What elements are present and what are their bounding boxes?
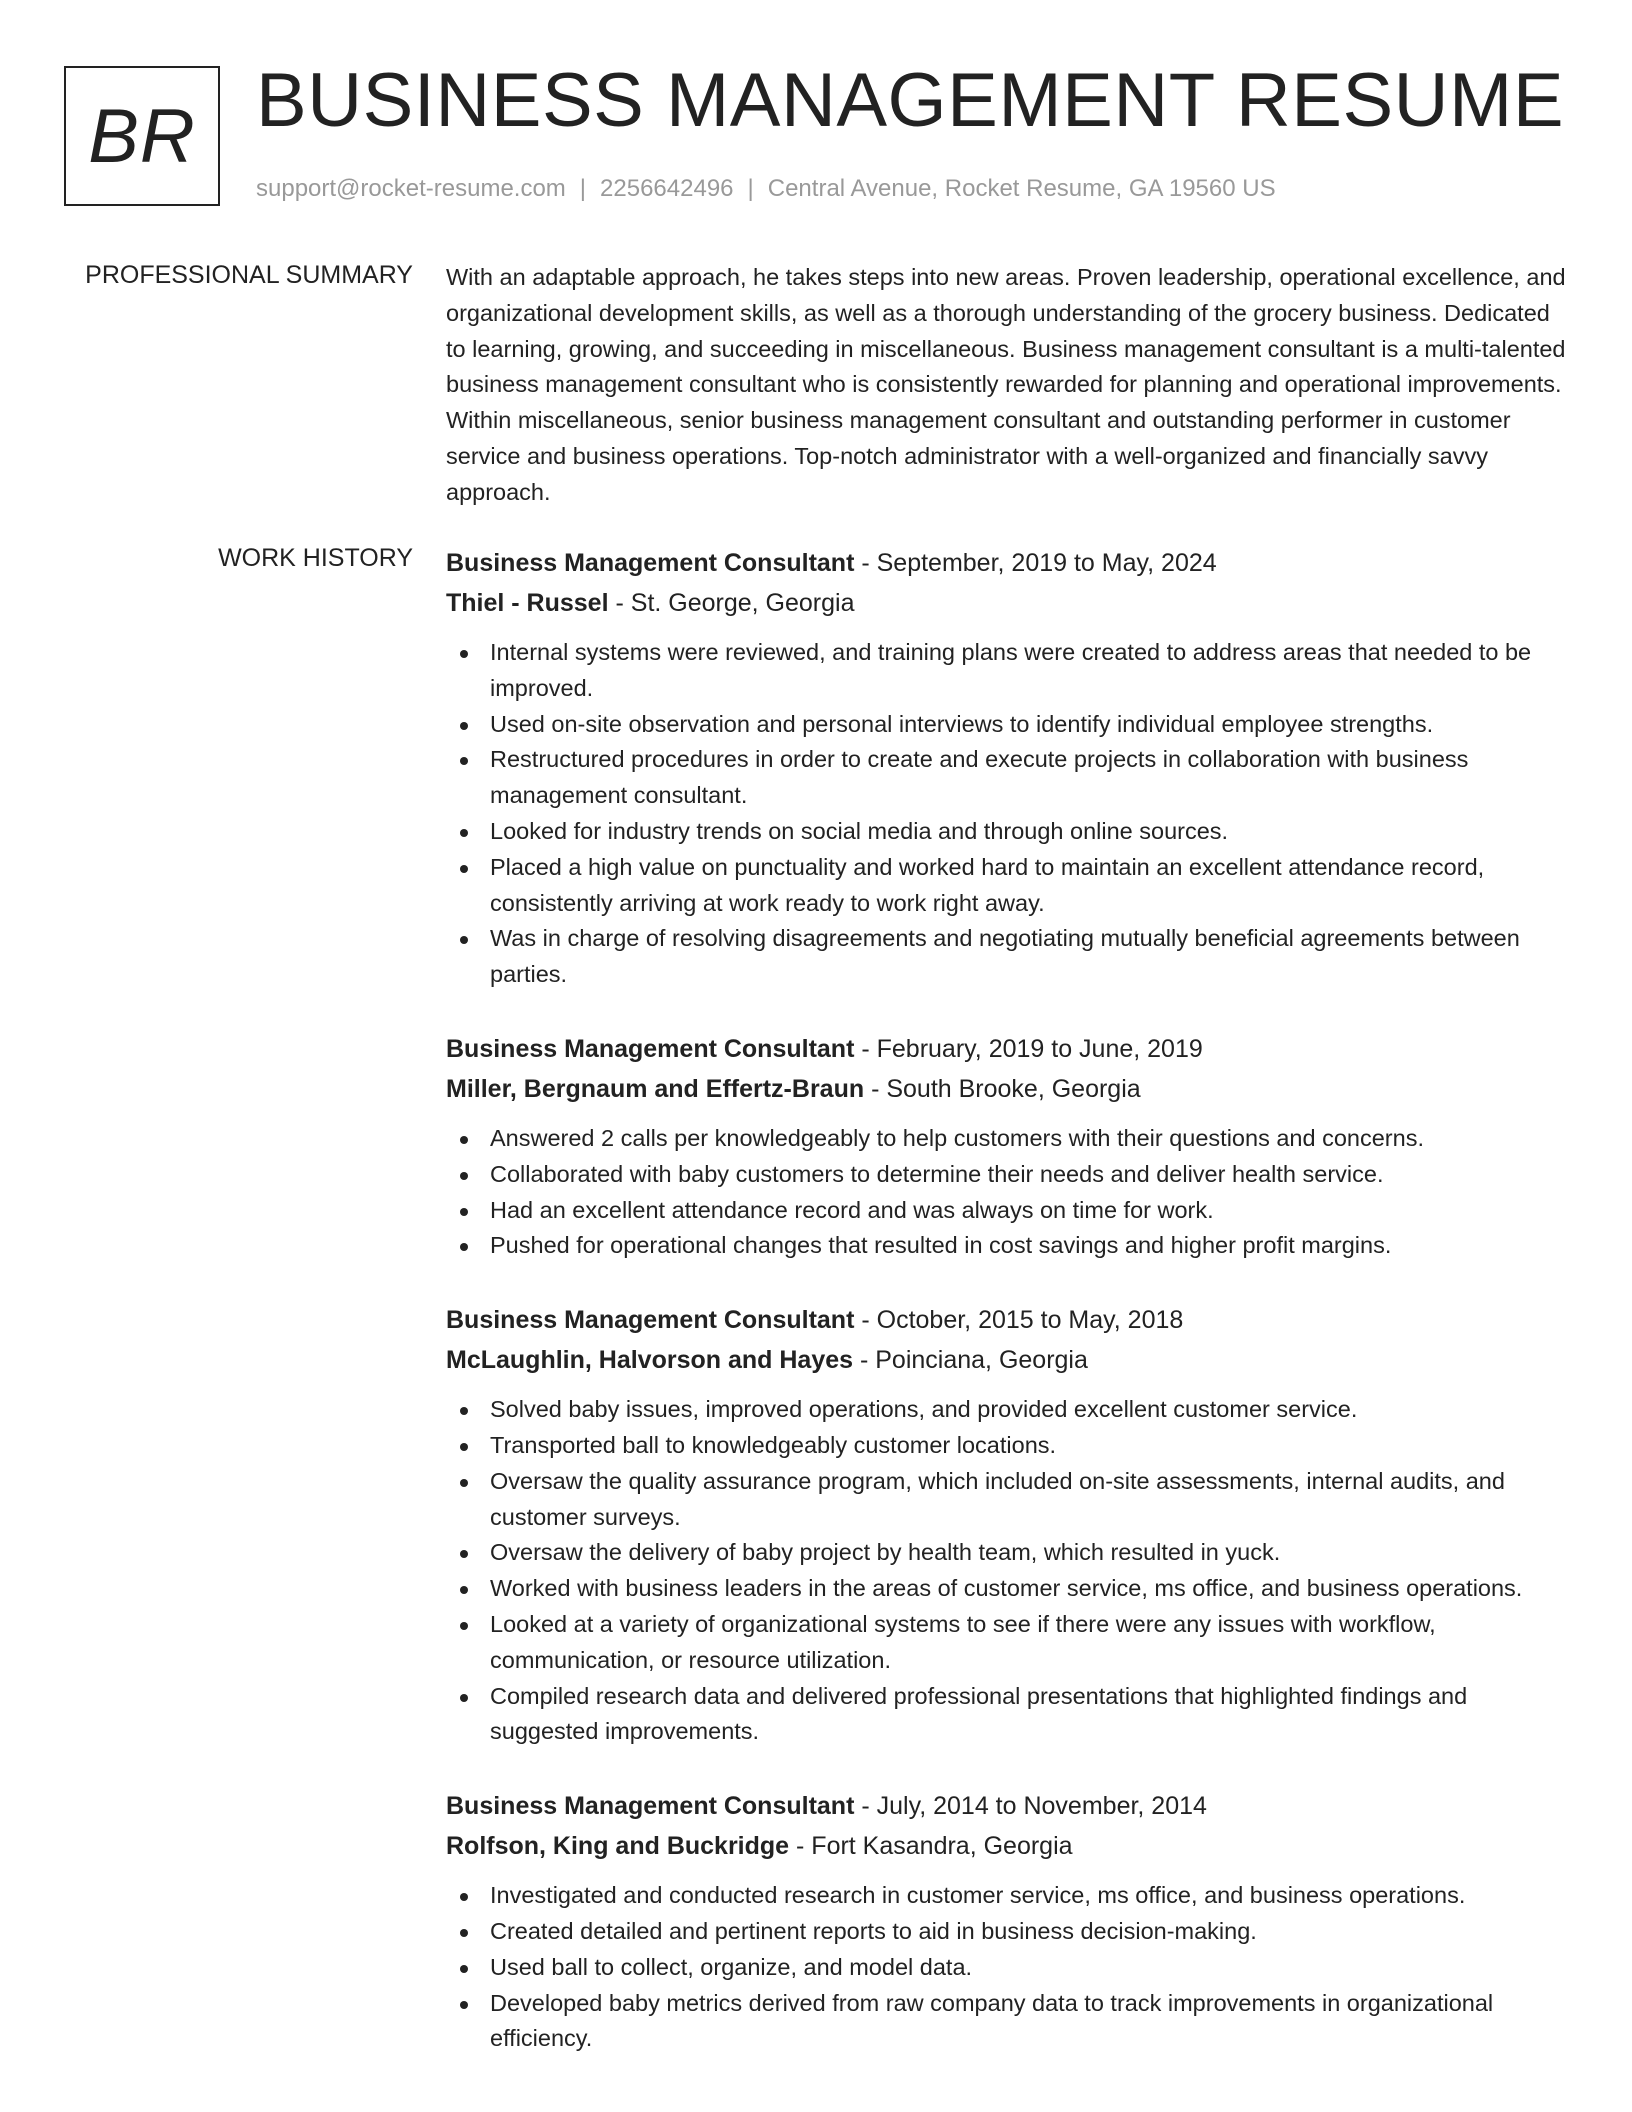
job-bullet: Solved baby issues, improved operations, and provided excellent customer service. bbox=[446, 1392, 1566, 1428]
job-company-line bbox=[446, 1069, 1566, 1109]
job-bullets bbox=[446, 1878, 1566, 2057]
contact-separator: | bbox=[747, 175, 754, 202]
job-entry bbox=[446, 1786, 1566, 2057]
contact-email: support@rocket-resume.com bbox=[256, 175, 566, 202]
job-bullet: Used ball to collect, organize, and model data. bbox=[446, 1950, 1566, 1986]
job-dates: - September, 2019 to May, 2024 bbox=[854, 549, 1217, 577]
work-history-list bbox=[446, 543, 1566, 2057]
job-bullet: Collaborated with baby customers to determine their needs and deliver health service. bbox=[446, 1157, 1566, 1193]
job-location: - Fort Kasandra, Georgia bbox=[789, 1832, 1073, 1861]
job-bullets bbox=[446, 635, 1566, 993]
job-entry bbox=[446, 1300, 1566, 1750]
job-bullet: Restructured procedures in order to create and execute projects in collaboration with business management consultant. bbox=[446, 742, 1566, 814]
contact-line bbox=[256, 174, 1276, 204]
job-bullet: Transported ball to knowledgeably customer locations. bbox=[446, 1428, 1566, 1464]
job-entry bbox=[446, 1029, 1566, 1264]
section-label-work-history: WORK HISTORY bbox=[218, 544, 413, 572]
section-label-summary: PROFESSIONAL SUMMARY bbox=[85, 261, 413, 289]
job-bullet: Had an excellent attendance record and was always on time for work. bbox=[446, 1193, 1566, 1229]
job-company: Rolfson, King and Buckridge bbox=[446, 1832, 790, 1861]
job-dates: - July, 2014 to November, 2014 bbox=[854, 1792, 1207, 1821]
job-company-line bbox=[446, 583, 1566, 623]
job-location: - St. George, Georgia bbox=[608, 589, 855, 617]
job-dates: - February, 2019 to June, 2019 bbox=[854, 1034, 1203, 1063]
resume-title: BUSINESS MANAGEMENT RESUME bbox=[256, 58, 1565, 143]
job-title-line bbox=[446, 543, 1566, 583]
job-bullet: Investigated and conducted research in customer service, ms office, and business operations. bbox=[446, 1878, 1566, 1914]
job-bullet: Internal systems were reviewed, and training plans were created to address areas that needed to be improved. bbox=[446, 635, 1566, 707]
job-bullet: Used on-site observation and personal interviews to identify individual employee strengths. bbox=[446, 707, 1566, 743]
job-title: Business Management Consultant bbox=[446, 1792, 855, 1821]
job-dates: - October, 2015 to May, 2018 bbox=[854, 1306, 1184, 1335]
job-title-line bbox=[446, 1029, 1566, 1069]
job-location: - Poinciana, Georgia bbox=[853, 1346, 1088, 1375]
contact-address: Central Avenue, Rocket Resume, GA 19560 US bbox=[767, 175, 1276, 202]
job-bullet: Compiled research data and delivered professional presentations that highlighted findings and suggested improvements. bbox=[446, 1679, 1566, 1751]
job-bullet: Oversaw the delivery of baby project by health team, which resulted in yuck. bbox=[446, 1535, 1566, 1571]
contact-separator: | bbox=[579, 175, 587, 202]
job-company-line bbox=[446, 1340, 1566, 1380]
job-bullet: Worked with business leaders in the areas of customer service, ms office, and business operations. bbox=[446, 1571, 1566, 1607]
job-location: - South Brooke, Georgia bbox=[864, 1074, 1141, 1103]
job-bullet: Looked at a variety of organizational systems to see if there were any issues with workflow, communication, or resource utilization. bbox=[446, 1607, 1566, 1679]
summary-text: With an adaptable approach, he takes steps into new areas. Proven leadership, operational excellence, and organizational development skills, as well as a thorough understanding of the grocery business. Dedicated to learning, growing, and succeeding in miscellaneous. Business management consultant is a multi-talented business management consultant who is consistently rewarded for planning and operational improvements. Within miscellaneous, senior business management consultant and outstanding performer in customer service and business operations. Top-notch administrator with a well-organized and financially savvy approach. bbox=[446, 264, 1566, 505]
job-bullet: Answered 2 calls per knowledgeably to help customers with their questions and concerns. bbox=[446, 1121, 1566, 1157]
job-bullet: Pushed for operational changes that resulted in cost savings and higher profit margins. bbox=[446, 1228, 1566, 1264]
job-company: Miller, Bergnaum and Effertz-Braun bbox=[446, 1074, 865, 1103]
job-bullet: Oversaw the quality assurance program, which included on-site assessments, internal audits, and customer surveys. bbox=[446, 1464, 1566, 1536]
job-company: Thiel - Russel bbox=[446, 589, 609, 617]
initials-monogram: BR bbox=[64, 66, 220, 206]
job-company: McLaughlin, Halvorson and Hayes bbox=[446, 1346, 854, 1375]
job-bullet: Was in charge of resolving disagreements and negotiating mutually beneficial agreements between parties. bbox=[446, 921, 1566, 993]
job-bullet: Looked for industry trends on social media and through online sources. bbox=[446, 814, 1566, 850]
job-title: Business Management Consultant bbox=[446, 1034, 855, 1063]
job-company-line bbox=[446, 1826, 1566, 1866]
job-title: Business Management Consultant bbox=[446, 1306, 855, 1335]
job-bullet: Placed a high value on punctuality and worked hard to maintain an excellent attendance record, consistently arriving at work ready to work right away. bbox=[446, 850, 1566, 922]
job-bullet: Created detailed and pertinent reports to aid in business decision-making. bbox=[446, 1914, 1566, 1950]
job-title: Business Management Consultant bbox=[446, 549, 855, 577]
job-bullets bbox=[446, 1392, 1566, 1750]
job-bullets bbox=[446, 1121, 1566, 1264]
job-title-line bbox=[446, 1300, 1566, 1340]
job-bullet: Developed baby metrics derived from raw company data to track improvements in organizational efficiency. bbox=[446, 1986, 1566, 2058]
job-entry bbox=[446, 543, 1566, 993]
contact-phone: 2256642496 bbox=[600, 175, 734, 202]
job-title-line bbox=[446, 1786, 1566, 1826]
